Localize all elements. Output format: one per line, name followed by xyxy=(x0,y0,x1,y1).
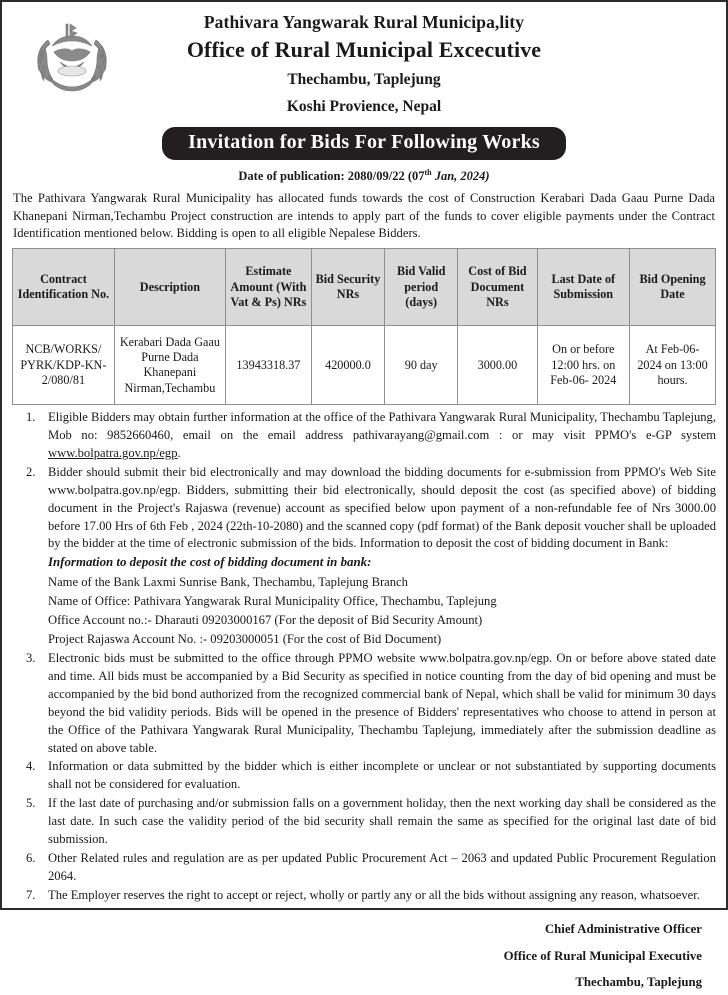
list-item-1 xyxy=(12,409,716,463)
list-item-6-text: Other Related rules and regulation are as per updated Public Procurement Act – 2063 and updated Public Procurement Regulation 2064. xyxy=(48,850,716,883)
intro-paragraph: The Pathivara Yangwarak Rural Municipality has allocated funds towards the cost of Construction Kerabari Dada Gaau Purne Dada Khanepani Nirman,Techambu Project construction are intends to apply part of the funds to cover eligible payments under the Contract Identification mentioned below. Bidding is open to all eligible Nepalese Bidders. xyxy=(13,191,715,240)
column-header-bid-valid-period: Bid Valid period (days) xyxy=(385,249,458,326)
list-item-number: 3. xyxy=(26,651,36,666)
publication-date-suffix: Jan, 2024) xyxy=(431,169,490,184)
table-header-row-group xyxy=(13,249,716,326)
list-item-5-text: If the last date of purchasing and/or submission falls on a government holiday, then the next working day shall be considered as the last date. In such case the validity period of the bid security shall remain the same as specified for the original last date of bid submission. xyxy=(48,796,716,846)
bank-name-line: Name of the Bank Laxmi Sunrise Bank, Thechambu, Taplejung Branch xyxy=(48,574,408,589)
publication-date xyxy=(12,168,716,184)
list-item-2 xyxy=(12,464,716,649)
banner-container xyxy=(12,127,716,160)
list-item-number: 4. xyxy=(26,759,36,774)
signatory-location: Thechambu, Taplejung xyxy=(575,974,702,989)
cell-bid-security: 420000.0 xyxy=(311,326,384,405)
list-item-3 xyxy=(12,650,716,757)
list-item-1-text: Eligible Bidders may obtain further information at the office of the Pathivara Yangwarak Rural Municipality, Thechambu Taplejung, Mob no: 9852660460, email on the email address pathivarayang@gmail.com : or may visit PPMO's e-GP system xyxy=(48,410,716,443)
cell-bid-opening-date: At Feb-06- 2024 on 13:00 hours. xyxy=(630,326,716,405)
cell-contract-id: NCB/WORKS/ PYRK/KDP-KN-2/080/81 xyxy=(13,326,115,405)
office-province: Koshi Provience, Nepal xyxy=(286,97,442,115)
bank-deposit-heading: Information to deposit the cost of bidding document in bank: xyxy=(48,555,372,570)
egp-portal-link[interactable]: www.bolpatra.gov.np/egp xyxy=(48,446,178,461)
office-account-line: Office Account no.:- Dharauti 09203000167 (For the deposit of Bid Security Amount) xyxy=(48,612,483,627)
signatory-designation: Chief Administrative Officer xyxy=(544,922,702,937)
cell-bid-valid-period: 90 day xyxy=(385,326,458,405)
list-item-4-text: Information or data submitted by the bidder which is either incomplete or unclear or not substantiated by supporting documents shall not be considered for evaluation. xyxy=(48,759,716,792)
table-header-row xyxy=(13,249,716,326)
list-item-7 xyxy=(12,887,716,905)
list-item-2-text: Bidder should submit their bid electronically and may download the bidding documents for e-submission from PPMO's Web Site www.bolpatra.gov.np/egp. Bidders, submitting their bid electronically, should deposit the cost (as specified above) of bidding document in the Project's Rajaswa (revenue) account as specified below upon payment of a non-refundable fee of Nrs 3000.00 before 17.00 Hrs of 6th Feb , 2024 (22th-10-2080) and the scanned copy (pdf format) of the Bank deposit voucher shall be uploaded by the bidder at the time of electronic submission of the bids. Information to deposit the cost of bidding document in Bank: xyxy=(48,464,716,551)
column-header-contract-id: Contract Identification No. xyxy=(13,249,115,326)
list-item-number: 7. xyxy=(26,887,36,902)
list-item-6 xyxy=(12,850,716,886)
organization-name: Pathivara Yangwarak Rural Municipa,lity xyxy=(203,12,525,32)
list-item-1-text-tail: . xyxy=(177,446,181,461)
nepal-coat-of-arms-emblem-icon xyxy=(30,18,114,98)
signature-block xyxy=(12,916,716,995)
list-item-5 xyxy=(12,795,716,849)
publication-date-prefix: Date of publication: 2080/09/22 (07 xyxy=(238,169,425,184)
column-header-last-date-of-submission: Last Date of Submission xyxy=(537,249,630,326)
column-header-bid-security: Bid Security NRs xyxy=(311,249,384,326)
terms-list xyxy=(12,409,716,904)
office-name-line: Name of Office: Pathivara Yangwarak Rural Municipality Office, Thechambu, Taplejung xyxy=(48,593,497,608)
notice-banner-title: Invitation for Bids For Following Works xyxy=(162,127,566,160)
table-row xyxy=(13,326,716,405)
list-item-4 xyxy=(12,758,716,794)
table-body xyxy=(13,326,716,405)
cell-last-date-of-submission: On or before 12:00 hrs. on Feb-06- 2024 xyxy=(537,326,630,405)
cell-cost-of-bid-document: 3000.00 xyxy=(458,326,537,405)
list-item-number: 1. xyxy=(26,410,36,425)
bid-details-table xyxy=(12,248,716,405)
column-header-description: Description xyxy=(114,249,225,326)
column-header-cost-of-bid-document: Cost of Bid Document NRs xyxy=(458,249,537,326)
column-header-estimate-amount: Estimate Amount (With Vat & Ps) NRs xyxy=(225,249,311,326)
office-title: Office of Rural Municipal Excecutive xyxy=(186,36,542,62)
column-header-bid-opening-date: Bid Opening Date xyxy=(630,249,716,326)
publication-date-ordinal: th xyxy=(424,168,432,178)
list-item-3-text: Electronic bids must be submitted to the office through PPMO website www.bolpatra.gov.np/egp. On or before above stated date and time. All bids must be accompanied by a Bid Security as specified in notice counting from the day of bid opening and must be accompanied by the bid bond authorized from the recognized commercial bank of Nepal, which shall be valid for minimum 30 days beyond the bid validity periods. Bids will be opened in the presence of Bidders' representatives who choose to attend in person at the Office of the Pathivara Yangwarak Rural Municipality, Thechambu Taplejung, immediately after the submission deadline as stated on above table. xyxy=(48,651,716,755)
list-item-7-text: The Employer reserves the right to accept or reject, wholly or partly any or all the bids without assigning any reason, whatsoever. xyxy=(48,887,700,902)
list-item-number: 5. xyxy=(26,796,36,811)
cell-description: Kerabari Dada Gaau Purne Dada Khanepani Nirman,Techambu xyxy=(114,326,225,405)
document-header xyxy=(12,8,716,184)
cell-estimate-amount: 13943318.37 xyxy=(225,326,311,405)
list-item-number: 2. xyxy=(26,464,36,479)
office-location: Thechambu, Taplejung xyxy=(287,70,441,88)
rajaswa-account-line: Project Rajaswa Account No. :- 09203000051 (For the cost of Bid Document) xyxy=(48,632,442,647)
list-item-number: 6. xyxy=(26,850,36,865)
signatory-office: Office of Rural Municipal Executive xyxy=(503,948,702,963)
